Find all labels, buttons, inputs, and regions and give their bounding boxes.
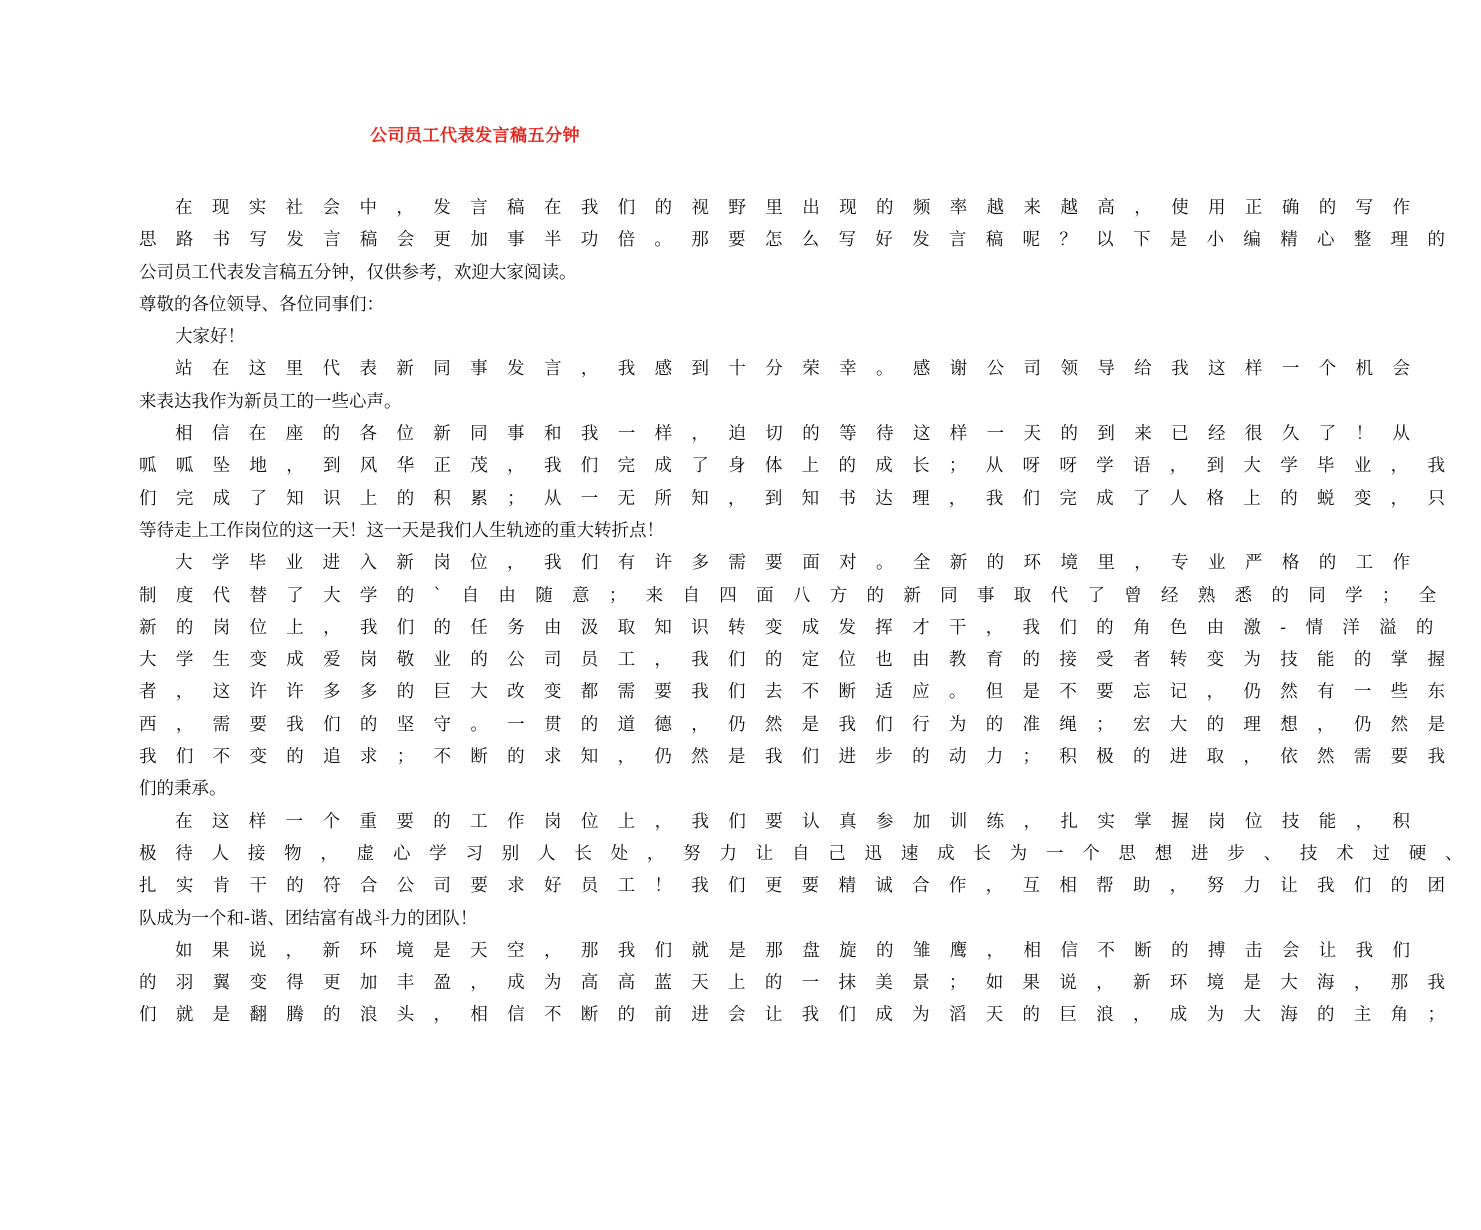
text-line: 我们不变的追求；不断的求知，仍然是我们进步的动力；积极的进取，依然需要我 xyxy=(139,747,1465,768)
text-line: 在现实社会中，发言稿在我们的视野里出现的频率越来越高，使用正确的写作 xyxy=(175,198,1430,218)
text-line: 如果说，新环境是天空，那我们就是那盘旋的雏鹰，相信不断的搏击会让我们 xyxy=(175,940,1430,961)
text-line: 大家好！ xyxy=(175,327,245,348)
text-line: 相信在座的各位新同事和我一样，迫切的等待这样一天的到来已经很久了！从 xyxy=(175,424,1430,445)
text-line: 在这样一个重要的工作岗位上，我们要认真参加训练，扎实掌握岗位技能，积 xyxy=(175,811,1430,832)
text-line: 尊敬的各位领导、各位同事们： xyxy=(139,294,384,315)
text-line: 的羽翼变得更加丰盈，成为高高蓝天上的一抹美景；如果说，新环境是大海，那我 xyxy=(139,973,1465,994)
document-body xyxy=(139,192,1481,1032)
text-line: 呱呱坠地，到风华正茂，我们完成了身体上的成长；从呀呀学语，到大学毕业，我 xyxy=(139,456,1465,477)
text-line: 来表达我作为新员工的一些心声。 xyxy=(139,391,402,412)
text-line: 思路书写发言稿会更加事半功倍。那要怎么写好发言稿呢？以下是小编精心整理的 xyxy=(139,230,1465,251)
text-line: 们完成了知识上的积累；从一无所知，到知书达理，我们完成了人格上的蜕变，只 xyxy=(139,488,1465,509)
text-line: 者，这许许多多的巨大改变都需要我们去不断适应。但是不要忘记，仍然有一些东 xyxy=(139,682,1465,703)
text-line: 站在这里代表新同事发言，我感到十分荣幸。感谢公司领导给我这样一个机会 xyxy=(175,359,1430,380)
text-line: 们的秉承。 xyxy=(139,779,227,800)
text-line: 西，需要我们的坚守。一贯的道德，仍然是我们行为的准绳；宏大的理想，仍然是 xyxy=(139,714,1465,735)
text-line: 制度代替了大学的`自由随意；来自四面八方的新同事取代了曾经熟悉的同学；全 xyxy=(139,585,1456,606)
text-line: 们就是翻腾的浪头，相信不断的前进会让我们成为滔天的巨浪，成为大海的主角； xyxy=(139,1005,1465,1026)
text-line: 大学生变成爱岗敬业的公司员工，我们的定位也由教育的接受者转变为技能的掌握 xyxy=(139,650,1465,671)
text-line: 新的岗位上，我们的任务由汲取知识转变成发挥才干，我们的角色由激-情洋溢的 xyxy=(139,617,1453,638)
text-line: 公司员工代表发言稿五分钟，仅供参考，欢迎大家阅读。 xyxy=(139,262,577,283)
text-line: 扎实肯干的符合公司要求好员工！我们更要精诚合作，互相帮助，努力让我们的团 xyxy=(139,876,1465,897)
text-line: 大学毕业进入新岗位，我们有许多需要面对。全新的环境里，专业严格的工作 xyxy=(175,553,1430,574)
text-line: 等待走上工作岗位的这一天！这一天是我们人生轨迹的重大转折点！ xyxy=(139,520,664,541)
text-line: 队成为一个和-谐、团结富有战斗力的团队！ xyxy=(139,908,478,929)
document-title: 公司员工代表发言稿五分钟 xyxy=(370,126,580,146)
text-line: 极待人接物，虚心学习别人长处，努力让自己迅速成长为一个思想进步、技术过硬、 xyxy=(139,843,1481,864)
